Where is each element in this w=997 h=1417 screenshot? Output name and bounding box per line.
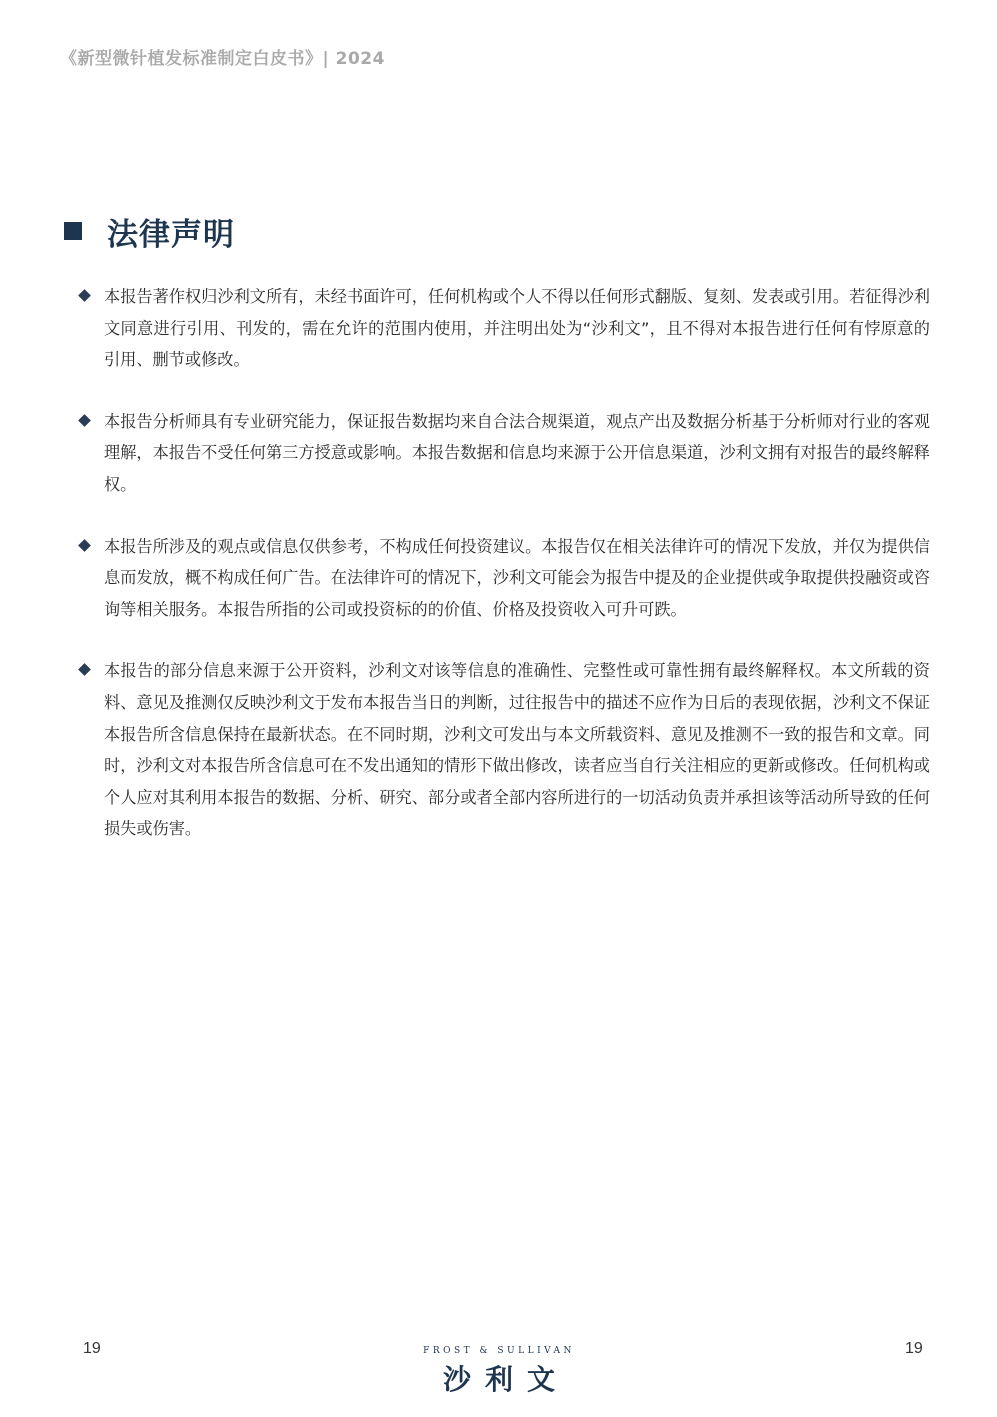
- section-heading: [64, 208, 235, 254]
- logo-chinese-text: 沙利文: [442, 1363, 569, 1396]
- page-number-left: 19: [83, 1340, 101, 1357]
- legal-clause: [78, 531, 930, 626]
- legal-clause: [78, 281, 930, 376]
- logo-english-text: FROST & SULLIVAN: [423, 1346, 575, 1356]
- clause-text: 本报告所涉及的观点或信息仅供参考，不构成任何投资建议。本报告仅在相关法律许可的情况下发放，并仅为提供信息而发放，概不构成任何广告。在法律许可的情况下，沙利文可能会为报告中提及的企业提供或争取提供投融资或咨询等相关服务。本报告所指的公司或投资标的的价值、价格及投资收入可升可跌。: [104, 536, 930, 619]
- diamond-bullet-icon: [78, 663, 91, 676]
- square-bullet-icon: [64, 222, 82, 240]
- section-title: 法律声明: [107, 216, 235, 253]
- clause-text: 本报告著作权归沙利文所有，未经书面许可，任何机构或个人不得以任何形式翻版、复刻、发表或引用。若征得沙利文同意进行引用、刊发的，需在允许的范围内使用，并注明出处为“沙利文”，且不得对本报告进行任何有悖原意的引用、删节或修改。: [104, 287, 930, 370]
- clause-text: 本报告的部分信息来源于公开资料，沙利文对该等信息的准确性、完整性或可靠性拥有最终解释权。本文所载的资料、意见及推测仅反映沙利文于发布本报告当日的判断，过往报告中的描述不应作为日后的表现依据，沙利文不保证本报告所含信息保持在最新状态。在不同时期，沙利文可发出与本文所载资料、意见及推测不一致的报告和文章。同时，沙利文对本报告所含信息可在不发出通知的情形下做出修改，读者应当自行关注相应的更新或修改。任何机构或个人应对其利用本报告的数据、分析、研究、部分或者全部内容所进行的一切活动负责并承担该等活动所导致的任何损失或伤害。: [104, 661, 930, 839]
- diamond-bullet-icon: [78, 289, 91, 302]
- diamond-bullet-icon: [78, 414, 91, 427]
- diamond-bullet-icon: [78, 539, 91, 552]
- page-number-right: 19: [905, 1340, 923, 1357]
- frost-sullivan-logo: [399, 1346, 599, 1398]
- legal-clause-list: [78, 281, 930, 875]
- legal-clause: [78, 655, 930, 845]
- running-header: 《新型微针植发标准制定白皮书》| 2024: [60, 49, 385, 69]
- clause-text: 本报告分析师具有专业研究能力，保证报告数据均来自合法合规渠道，观点产出及数据分析基于分析师对行业的客观理解，本报告不受任何第三方授意或影响。本报告数据和信息均来源于公开信息渠道，沙利文拥有对报告的最终解释权。: [104, 411, 930, 494]
- legal-clause: [78, 406, 930, 501]
